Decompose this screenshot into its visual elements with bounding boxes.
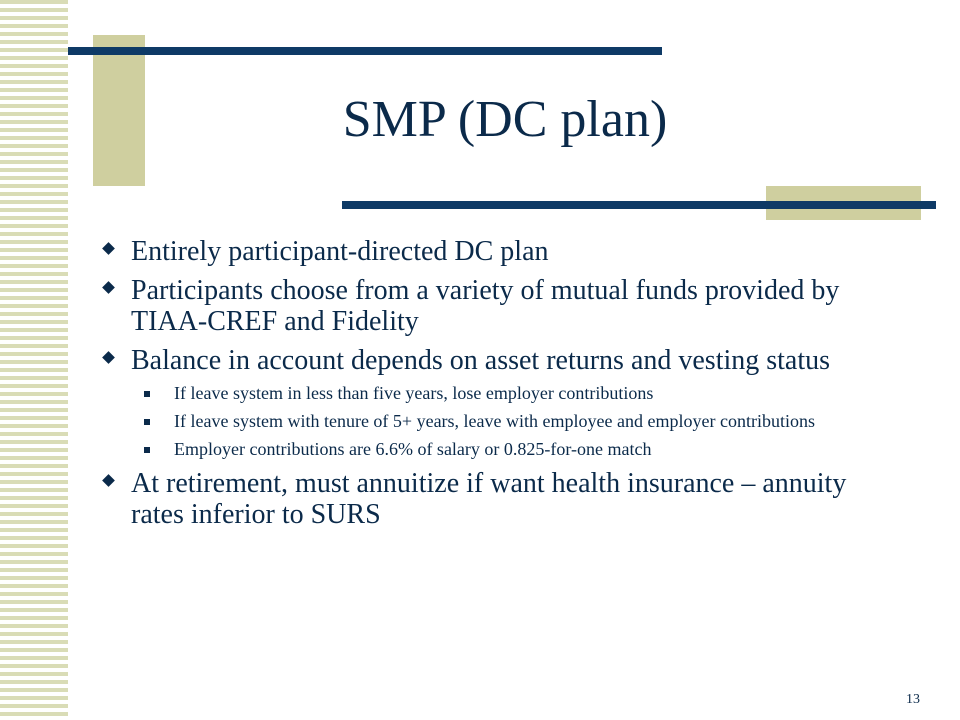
bullet-item (100, 468, 900, 530)
square-bullet-icon (144, 391, 150, 397)
square-bullet-icon (144, 447, 150, 453)
square-bullet-icon (144, 419, 150, 425)
diamond-bullet-icon (102, 281, 115, 294)
slide-title: SMP (DC plan) (342, 91, 668, 148)
diamond-bullet-icon (102, 351, 115, 364)
decorative-left-stripes (0, 0, 68, 720)
decorative-top-bar (68, 47, 662, 55)
sub-bullet-text: If leave system with tenure of 5+ years, leave with employee and employer contributions (174, 411, 815, 431)
decorative-bottom-bar (342, 201, 936, 209)
sub-bullet-text: If leave system in less than five years, lose employer contributions (174, 383, 654, 403)
sub-bullet-item (100, 412, 900, 431)
bullet-item (100, 345, 900, 376)
decorative-tan-block-left (93, 35, 145, 186)
bullet-item (100, 236, 900, 267)
sub-bullet-item (100, 440, 900, 459)
bullet-text: Balance in account depends on asset returns and vesting status (131, 345, 831, 376)
page-number: 13 (906, 692, 920, 707)
diamond-bullet-icon (102, 474, 115, 487)
sub-bullet-text: Employer contributions are 6.6% of salary or 0.825-for-one match (174, 439, 652, 459)
bullet-item (100, 275, 900, 337)
sub-bullet-item (100, 384, 900, 403)
slide-content (100, 236, 900, 538)
bullet-text: Entirely participant-directed DC plan (131, 236, 549, 267)
diamond-bullet-icon (102, 242, 115, 255)
sub-bullet-list (100, 384, 900, 459)
bullet-text: At retirement, must annuitize if want health insurance – annuity rates inferior to SURS (131, 468, 847, 530)
bullet-text: Participants choose from a variety of mutual funds provided by TIAA-CREF and Fidelity (131, 275, 840, 337)
